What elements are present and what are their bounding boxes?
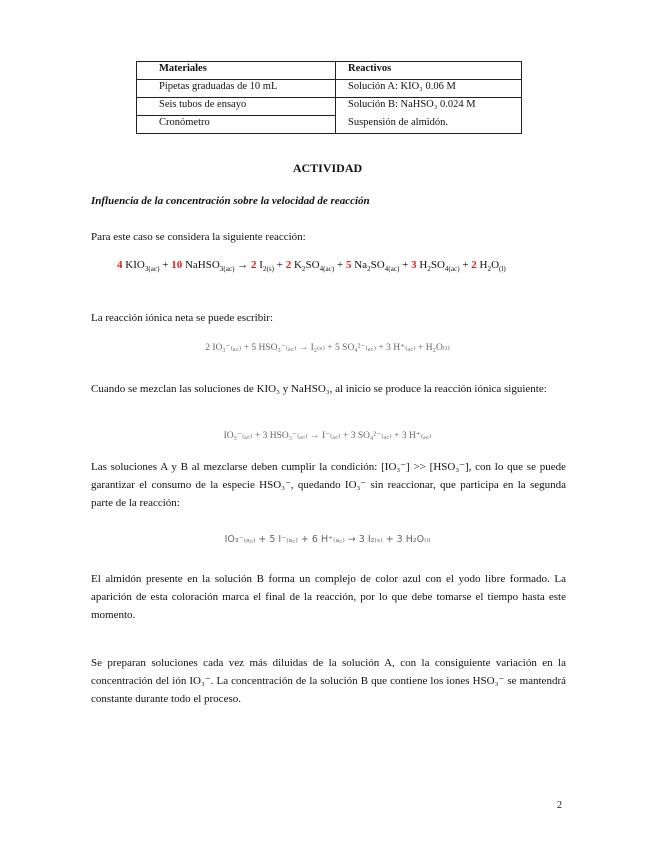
reagent-item: Solución B: NaHSO₃ 0.024 M: [336, 98, 522, 116]
species: SO: [305, 259, 320, 271]
coefficient: 4: [117, 259, 123, 271]
species: Na: [354, 259, 368, 271]
activity-title: ACTIVIDAD: [292, 161, 363, 175]
reagent-item: Suspensión de almidón.: [336, 116, 522, 134]
coefficient: 2: [285, 259, 292, 271]
coefficient: 5: [345, 259, 352, 271]
state: 3(ac): [144, 265, 160, 274]
subscript: 2: [427, 265, 431, 274]
species: H: [479, 259, 488, 271]
dilution-paragraph: Se preparan soluciones cada vez más diluidas de la solución A, con la consiguiente variación en la concentración del ión IO₃⁻. La concentración de la solución B que contiene los iones HSO₃⁻ se mantendrá constante durante todo el proceso.: [91, 657, 566, 705]
state: 2(s): [262, 265, 274, 274]
global-reaction-equation: [117, 259, 506, 273]
operator: +: [162, 259, 169, 271]
second-step-equation: IO₃⁻₍ₐ꜀₎ + 5 I⁻₍ₐ꜀₎ + 6 H⁺₍ₐ꜀₎ → 3 I₂₍ₛ₎ + 3 H₂O₍ₗ₎: [224, 534, 431, 545]
coefficient: 3: [411, 259, 417, 271]
first-step-equation: IO₃⁻₍ₐ꜀₎ + 3 HSO₃⁻₍ₐ꜀₎ → I⁻₍ₐ꜀₎ + 3 SO₄²⁻₍ₐ꜀₎ + 3 H⁺₍ₐ꜀₎: [223, 431, 432, 441]
condition-paragraph: Las soluciones A y B al mezclarse deben cumplir la condición: [IO₃⁻] >> [HSO₃⁻], con lo que se puede garantizar el consumo de la especie HSO₃⁻, quedando IO₃⁻ sin reaccionar, que participa en la segunda parte de la reacción:: [91, 461, 566, 509]
materials-header: Materiales: [137, 62, 336, 80]
operator: +: [402, 259, 409, 271]
state: 4(ac): [444, 265, 460, 274]
section-title: Influencia de la concentración sobre la velocidad de reacción: [91, 195, 370, 207]
material-item: Seis tubos de ensayo: [137, 98, 336, 116]
reagent-item: Solución A: KIO₃ 0.06 M: [336, 80, 522, 98]
coefficient: 2: [250, 259, 257, 271]
materials-table: [136, 61, 522, 134]
species: H: [419, 259, 428, 271]
operator: +: [276, 259, 283, 271]
material-item: Pipetas graduadas de 10 mL: [137, 80, 336, 98]
species: SO: [370, 259, 385, 271]
net-ionic-intro: La reacción iónica neta se puede escribir:: [91, 312, 274, 324]
species: SO: [430, 259, 445, 271]
species: K: [293, 259, 302, 271]
state: (l): [499, 265, 506, 274]
state: 4(ac): [319, 265, 335, 274]
reagents-header: Reactivos: [336, 62, 522, 80]
subscript: 2: [367, 265, 371, 274]
material-item: Cronómetro: [137, 116, 336, 134]
mixing-paragraph: Cuando se mezclan las soluciones de KIO₃ y NaHSO₃, al inicio se produce la reacción iónica siguiente:: [91, 383, 547, 395]
species: I: [259, 259, 263, 271]
species: O: [491, 259, 500, 271]
state: 3(ac): [219, 265, 235, 274]
subscript: 2: [301, 265, 306, 274]
intro-paragraph: Para este caso se considera la siguiente reacción:: [91, 231, 306, 243]
arrow: →: [237, 259, 249, 271]
subscript: 2: [487, 265, 492, 274]
page-number: 2: [557, 800, 562, 811]
state: 4(ac): [384, 265, 400, 274]
coefficient: 10: [171, 259, 183, 271]
net-ionic-equation: 2 IO₃⁻₍ₐ꜀₎ + 5 HSO₃⁻₍ₐ꜀₎ → I₂₍ₛ₎ + 5 SO₄²⁻₍ₐ꜀₎ + 3 H⁺₍ₐ꜀₎ + H₂O₍ₗ₎: [205, 343, 450, 353]
starch-paragraph: El almidón presente en la solución B forma un complejo de color azul con el yodo libre formado. La aparición de esta coloración marca el final de la reacción, por lo que debe tomarse el tiempo hasta este momento.: [91, 573, 566, 621]
operator: +: [462, 259, 469, 271]
coefficient: 2: [471, 259, 477, 271]
species: NaHSO: [184, 259, 220, 271]
operator: +: [336, 259, 344, 271]
species: KIO: [125, 259, 145, 271]
